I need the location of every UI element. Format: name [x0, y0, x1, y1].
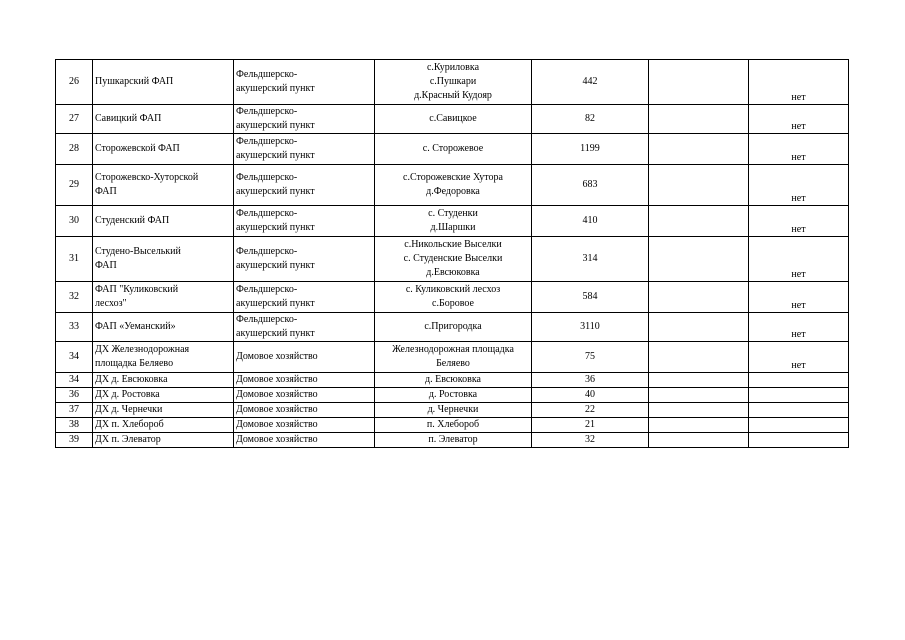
- table-row: [56, 60, 849, 105]
- facility-name-cell: [93, 60, 234, 105]
- locations-cell-line: с.Боровое: [432, 298, 474, 309]
- row-number-cell: [56, 134, 93, 165]
- facility-name-cell: [93, 342, 234, 373]
- note-cell: [749, 105, 849, 134]
- facility-name-cell: [93, 237, 234, 282]
- locations-cell: [375, 403, 532, 418]
- facility-type-cell: [234, 403, 375, 418]
- population-cell-text: 40: [585, 389, 595, 400]
- empty-cell: [649, 165, 749, 206]
- empty-cell: [649, 403, 749, 418]
- locations-cell-line: д.Красный Кудояр: [414, 90, 492, 101]
- locations-cell-line: д. Ростовка: [428, 389, 478, 400]
- note-cell-text: нет: [791, 193, 806, 204]
- facility-name-cell: [93, 388, 234, 403]
- locations-cell-line: с. Студенские Выселки: [403, 253, 503, 264]
- facility-name-cell: [93, 282, 234, 313]
- population-cell: [532, 433, 649, 448]
- facility-type-cell: [234, 282, 375, 313]
- empty-cell: [649, 282, 749, 313]
- row-number-cell: [56, 60, 93, 105]
- table-body: [56, 60, 849, 448]
- locations-cell-line: с.Савицкое: [429, 113, 477, 124]
- empty-cell: [649, 433, 749, 448]
- facility-name-cell-line: площадка Беляево: [95, 358, 174, 369]
- facility-type-cell: [234, 342, 375, 373]
- population-cell-text: 1199: [580, 143, 600, 154]
- note-cell-text: нет: [791, 92, 806, 103]
- population-cell-text: 36: [585, 374, 595, 385]
- locations-cell-line: с. Сторожевое: [422, 143, 484, 154]
- table-row: [56, 433, 849, 448]
- population-cell: [532, 418, 649, 433]
- row-number-cell-text: 37: [69, 404, 79, 415]
- facility-type-cell: [234, 165, 375, 206]
- table-row: [56, 313, 849, 342]
- facility-type-cell-line: акушерский пункт: [236, 150, 315, 161]
- locations-cell-line: с. Студенки: [428, 208, 478, 219]
- locations-cell-line: д.Евсюковка: [426, 267, 480, 278]
- table-row: [56, 342, 849, 373]
- row-number-cell: [56, 282, 93, 313]
- facility-type-cell-line: акушерский пункт: [236, 120, 315, 131]
- facilities-table: [55, 59, 849, 448]
- locations-cell: [375, 373, 532, 388]
- facility-type-cell-line: Домовое хозяйство: [236, 404, 318, 415]
- row-number-cell: [56, 342, 93, 373]
- row-number-cell: [56, 237, 93, 282]
- facility-type-cell: [234, 60, 375, 105]
- note-cell-text: нет: [791, 121, 806, 132]
- facility-name-cell-line: Пушкарский ФАП: [95, 76, 174, 87]
- facility-type-cell-line: акушерский пункт: [236, 83, 315, 94]
- locations-cell-line: Железнодорожная площадка: [392, 344, 514, 355]
- facility-name-cell-line: Студенский ФАП: [95, 215, 170, 226]
- note-cell: [749, 403, 849, 418]
- table-row: [56, 403, 849, 418]
- row-number-cell-text: 28: [69, 143, 79, 154]
- facility-name-cell-line: ФАП "Куликовский: [95, 284, 179, 295]
- population-cell: [532, 342, 649, 373]
- facility-name-cell-line: ДХ д. Чернечки: [95, 404, 163, 415]
- note-cell-text: нет: [791, 269, 806, 280]
- facility-name-cell: [93, 206, 234, 237]
- locations-cell: [375, 165, 532, 206]
- row-number-cell-text: 33: [69, 321, 79, 332]
- facility-name-cell: [93, 134, 234, 165]
- facility-type-cell-line: Домовое хозяйство: [236, 419, 318, 430]
- facility-type-cell: [234, 433, 375, 448]
- row-number-cell-text: 30: [69, 215, 79, 226]
- note-cell: [749, 237, 849, 282]
- note-cell: [749, 433, 849, 448]
- facility-name-cell-line: ФАП «Уеманский»: [95, 321, 176, 332]
- population-cell-text: 683: [582, 179, 598, 190]
- population-cell-text: 22: [585, 404, 595, 415]
- row-number-cell-text: 34: [69, 374, 79, 385]
- facility-type-cell: [234, 134, 375, 165]
- table-row: [56, 134, 849, 165]
- row-number-cell: [56, 418, 93, 433]
- facility-type-cell-line: акушерский пункт: [236, 298, 315, 309]
- facility-type-cell-line: акушерский пункт: [236, 222, 315, 233]
- population-cell-text: 21: [585, 419, 595, 430]
- population-cell-text: 314: [582, 253, 598, 264]
- row-number-cell: [56, 105, 93, 134]
- locations-cell: [375, 342, 532, 373]
- locations-cell: [375, 105, 532, 134]
- row-number-cell-text: 27: [69, 113, 79, 124]
- facility-name-cell-line: ДХ д. Ростовка: [95, 389, 160, 400]
- note-cell-text: нет: [791, 224, 806, 235]
- note-cell: [749, 282, 849, 313]
- facility-name-cell: [93, 165, 234, 206]
- empty-cell: [649, 418, 749, 433]
- population-cell: [532, 373, 649, 388]
- population-cell-text: 3110: [580, 321, 600, 332]
- facility-name-cell-line: ФАП: [95, 186, 117, 197]
- empty-cell: [649, 237, 749, 282]
- population-cell-text: 75: [585, 351, 595, 362]
- empty-cell: [649, 373, 749, 388]
- facility-type-cell-line: Домовое хозяйство: [236, 434, 318, 445]
- locations-cell-line: д.Федоровка: [426, 186, 480, 197]
- table-row: [56, 418, 849, 433]
- table-row: [56, 237, 849, 282]
- facility-type-cell-line: Фельдшерско-: [236, 314, 298, 325]
- table-row: [56, 373, 849, 388]
- note-cell-text: нет: [791, 360, 806, 371]
- facility-name-cell-line: Сторожевско-Хуторской: [95, 172, 199, 183]
- table-row: [56, 105, 849, 134]
- table-row: [56, 282, 849, 313]
- facility-type-cell-line: акушерский пункт: [236, 328, 315, 339]
- locations-cell-line: п. Элеватор: [428, 434, 478, 445]
- facility-type-cell-line: Фельдшерско-: [236, 172, 298, 183]
- facility-type-cell: [234, 373, 375, 388]
- population-cell: [532, 388, 649, 403]
- locations-cell: [375, 206, 532, 237]
- note-cell: [749, 313, 849, 342]
- locations-cell-line: с.Сторожевские Хутора: [403, 172, 503, 183]
- note-cell: [749, 60, 849, 105]
- row-number-cell: [56, 313, 93, 342]
- facility-type-cell-line: Фельдшерско-: [236, 136, 298, 147]
- note-cell-text: нет: [791, 300, 806, 311]
- facility-name-cell: [93, 105, 234, 134]
- note-cell: [749, 342, 849, 373]
- locations-cell-line: с.Пушкари: [429, 76, 477, 87]
- table-row: [56, 206, 849, 237]
- population-cell-text: 442: [582, 76, 598, 87]
- row-number-cell-text: 39: [69, 434, 79, 445]
- note-cell: [749, 206, 849, 237]
- locations-cell: [375, 134, 532, 165]
- note-cell: [749, 165, 849, 206]
- locations-cell-line: Беляево: [436, 358, 470, 369]
- population-cell: [532, 134, 649, 165]
- facility-type-cell-line: Домовое хозяйство: [236, 374, 318, 385]
- row-number-cell-text: 34: [69, 351, 79, 362]
- population-cell: [532, 105, 649, 134]
- note-cell-text: нет: [791, 329, 806, 340]
- empty-cell: [649, 134, 749, 165]
- table-row: [56, 388, 849, 403]
- facility-name-cell-line: ДХ п. Хлебороб: [95, 419, 164, 430]
- facility-name-cell-line: ДХ п. Элеватор: [95, 434, 161, 445]
- facility-type-cell: [234, 313, 375, 342]
- row-number-cell-text: 26: [69, 76, 79, 87]
- note-cell: [749, 388, 849, 403]
- facility-type-cell-line: Фельдшерско-: [236, 208, 298, 219]
- note-cell: [749, 373, 849, 388]
- facility-name-cell-line: Студено-Выселький: [95, 246, 181, 257]
- facility-type-cell-line: Фельдшерско-: [236, 69, 298, 80]
- population-cell-text: 32: [585, 434, 595, 445]
- facility-name-cell: [93, 418, 234, 433]
- facility-type-cell: [234, 105, 375, 134]
- locations-cell-line: с.Никольские Выселки: [404, 239, 502, 250]
- row-number-cell: [56, 388, 93, 403]
- facility-type-cell-line: акушерский пункт: [236, 186, 315, 197]
- locations-cell: [375, 313, 532, 342]
- row-number-cell: [56, 433, 93, 448]
- population-cell-text: 584: [582, 291, 598, 302]
- population-cell: [532, 313, 649, 342]
- facility-type-cell: [234, 206, 375, 237]
- facility-name-cell-line: ФАП: [95, 260, 117, 271]
- population-cell-text: 410: [582, 215, 598, 226]
- facility-name-cell-line: Сторожевской ФАП: [95, 143, 180, 154]
- locations-cell: [375, 282, 532, 313]
- empty-cell: [649, 60, 749, 105]
- row-number-cell: [56, 206, 93, 237]
- population-cell: [532, 403, 649, 418]
- row-number-cell-text: 38: [69, 419, 79, 430]
- locations-cell-line: п. Хлебороб: [426, 419, 480, 430]
- locations-cell-line: с.Пригородка: [424, 321, 482, 332]
- row-number-cell-text: 31: [69, 253, 79, 264]
- facility-name-cell: [93, 403, 234, 418]
- facility-type-cell-line: Фельдшерско-: [236, 246, 298, 257]
- row-number-cell-text: 32: [69, 291, 79, 302]
- empty-cell: [649, 313, 749, 342]
- facility-type-cell-line: Фельдшерско-: [236, 106, 298, 117]
- note-cell: [749, 134, 849, 165]
- row-number-cell: [56, 165, 93, 206]
- locations-cell: [375, 418, 532, 433]
- row-number-cell-text: 36: [69, 389, 79, 400]
- row-number-cell-text: 29: [69, 179, 79, 190]
- population-cell: [532, 60, 649, 105]
- facility-name-cell-line: лесхоз": [95, 298, 127, 309]
- population-cell: [532, 282, 649, 313]
- facility-type-cell-line: Фельдшерско-: [236, 284, 298, 295]
- locations-cell-line: д.Шаршки: [430, 222, 476, 233]
- locations-cell: [375, 237, 532, 282]
- empty-cell: [649, 105, 749, 134]
- facility-name-cell-line: ДХ д. Евсюковка: [95, 374, 168, 385]
- facility-name-cell-line: Савицкий ФАП: [95, 113, 162, 124]
- facility-name-cell: [93, 373, 234, 388]
- locations-cell-line: с. Куликовский лесхоз: [405, 284, 501, 295]
- facility-type-cell-line: Домовое хозяйство: [236, 389, 318, 400]
- facility-type-cell-line: акушерский пункт: [236, 260, 315, 271]
- population-cell-text: 82: [585, 113, 595, 124]
- locations-cell: [375, 388, 532, 403]
- note-cell-text: нет: [791, 152, 806, 163]
- locations-cell: [375, 433, 532, 448]
- row-number-cell: [56, 403, 93, 418]
- population-cell: [532, 165, 649, 206]
- locations-cell-line: д. Чернечки: [427, 404, 479, 415]
- locations-cell-line: с.Куриловка: [426, 62, 480, 73]
- empty-cell: [649, 342, 749, 373]
- locations-cell-line: д. Евсюковка: [425, 374, 481, 385]
- facility-name-cell: [93, 313, 234, 342]
- facility-name-cell-line: ДХ Железнодорожная: [95, 344, 190, 355]
- facility-type-cell-line: Домовое хозяйство: [236, 351, 318, 362]
- facility-type-cell: [234, 388, 375, 403]
- facility-name-cell: [93, 433, 234, 448]
- facility-type-cell: [234, 418, 375, 433]
- empty-cell: [649, 388, 749, 403]
- locations-cell: [375, 60, 532, 105]
- empty-cell: [649, 206, 749, 237]
- population-cell: [532, 237, 649, 282]
- facility-type-cell: [234, 237, 375, 282]
- note-cell: [749, 418, 849, 433]
- table-row: [56, 165, 849, 206]
- population-cell: [532, 206, 649, 237]
- row-number-cell: [56, 373, 93, 388]
